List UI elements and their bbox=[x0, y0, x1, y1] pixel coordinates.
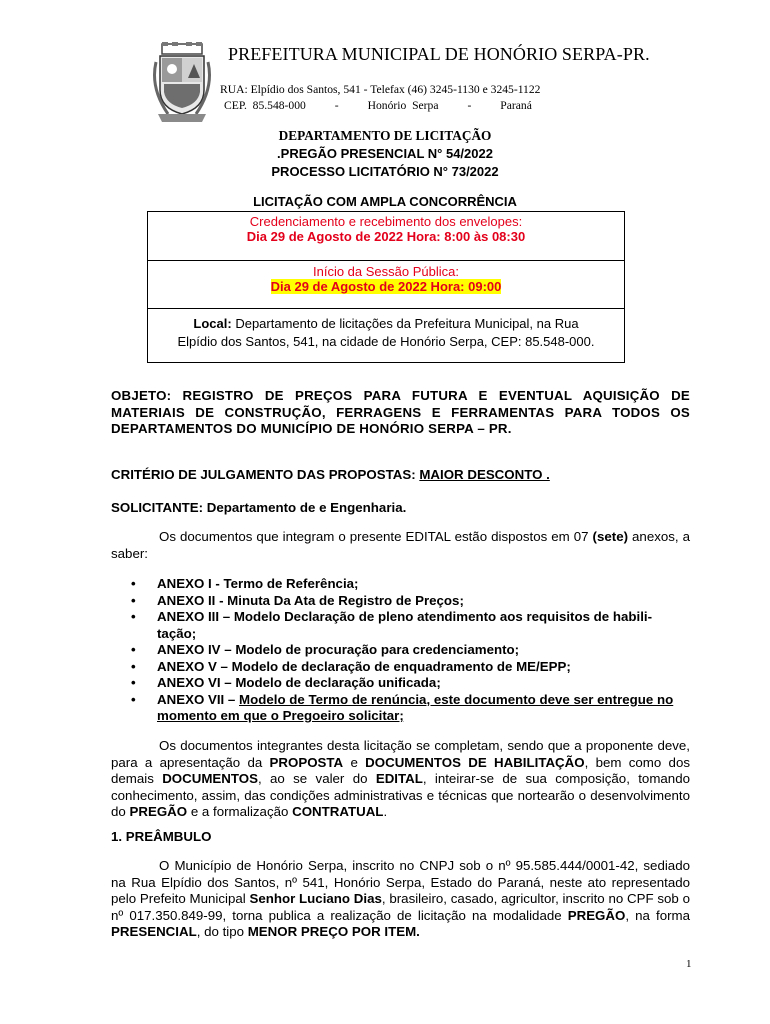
annex-label: ANEXO VII – bbox=[157, 691, 240, 707]
bold-run: PRESENCIAL bbox=[111, 924, 197, 939]
local-line-2: Elpídio dos Santos, 541, na cidade de Honório Serpa, CEP: 85.548-000. bbox=[177, 334, 595, 349]
page-number: 1 bbox=[686, 958, 692, 970]
annex-underlined-text: Modelo de Termo de renúncia, este documento deve ser entregue no momento em que o Pregoeiro solicitar; bbox=[157, 691, 674, 723]
text-run: , inteirar-se de sua composição, tomando conhecimento, assim, das condições administrativas e técnicas que nortearão o desenvolvimento do bbox=[111, 771, 690, 819]
bold-run: PREGÃO bbox=[129, 804, 188, 819]
municipal-coat-of-arms-icon bbox=[150, 42, 214, 124]
documents-text: Os documentos que integram o presente EDITAL estão dispostos em 07 bbox=[159, 529, 593, 544]
bold-run: EDITAL bbox=[375, 771, 423, 786]
session-date: Dia 29 de Agosto de 2022 Hora: 09:00 bbox=[270, 279, 502, 294]
list-item bbox=[111, 675, 690, 692]
bold-run: CONTRATUAL bbox=[292, 804, 384, 819]
text-run: Os documentos integrantes desta licitação se completam, sendo que a proponente deve, para a apresentação da bbox=[111, 738, 690, 770]
annex-label: ANEXO I - Termo de Referência; bbox=[157, 576, 359, 591]
bold-run: PROPOSTA bbox=[269, 754, 344, 770]
annex-label: ANEXO II - Minuta Da Ata de Registro de Preços; bbox=[157, 592, 464, 608]
annex-label: ANEXO IV – Modelo de procuração para credenciamento; bbox=[157, 642, 520, 657]
bold-run: Senhor Luciano Dias bbox=[249, 891, 382, 906]
local-label: Local: bbox=[193, 316, 232, 331]
credenciamento-label: Credenciamento e recebimento dos envelopes: bbox=[249, 214, 523, 229]
text-run: , bem como dos demais bbox=[111, 754, 690, 786]
objeto-paragraph: OBJETO: REGISTRO DE PREÇOS PARA FUTURA E EVENTUAL AQUISIÇÃO DE MATERIAIS DE CONSTRUÇÃO, FERRAGENS E FERRAMENTAS PARA TODOS OS DEPARTAMENTOS DO MUNICÍPIO DE HONÓRIO SERPA – PR. bbox=[111, 388, 690, 436]
bullet-icon: • bbox=[131, 658, 136, 674]
bullet-icon: • bbox=[131, 675, 136, 690]
text-run: e a formalização bbox=[187, 804, 293, 819]
text-run: , do tipo bbox=[196, 924, 248, 939]
text-run: , ao se valer do bbox=[258, 771, 376, 786]
bold-run: DOCUMENTOS bbox=[162, 771, 258, 786]
cep-line: CEP. 85.548-000 - Honório Serpa - Paraná bbox=[224, 99, 532, 112]
list-item bbox=[111, 692, 690, 725]
bold-run: DOCUMENTOS DE HABILITAÇÃO bbox=[365, 754, 585, 770]
preambulo-heading: 1. PREÂMBULO bbox=[111, 829, 212, 844]
documents-end: anexos, a saber: bbox=[111, 529, 690, 561]
address-line: RUA: Elpídio dos Santos, 541 - Telefax (46) 3245-1130 e 3245-1122 bbox=[220, 83, 541, 96]
session-cell bbox=[148, 261, 624, 309]
municipality-title: PREFEITURA MUNICIPAL DE HONÓRIO SERPA-PR. bbox=[228, 44, 650, 64]
bullet-icon: • bbox=[131, 691, 136, 707]
list-item bbox=[111, 642, 690, 659]
criterio-label: CRITÉRIO DE JULGAMENTO DAS PROPOSTAS: bbox=[111, 467, 420, 482]
list-item bbox=[111, 659, 690, 676]
pregao-heading: .PREGÃO PRESENCIAL N° 54/2022 bbox=[277, 146, 493, 161]
credenciamento-date: Dia 29 de Agosto de 2022 Hora: 8:00 às 08:30 bbox=[246, 229, 526, 244]
annex-label: ANEXO III – Modelo Declaração de pleno atendimento aos requisitos de habili-tação; bbox=[157, 609, 653, 641]
documents-count: (sete) bbox=[592, 529, 629, 544]
solicitante-paragraph: SOLICITANTE: Departamento de e Engenharia. bbox=[111, 500, 407, 515]
list-item bbox=[111, 609, 690, 642]
criterio-value: MAIOR DESCONTO . bbox=[419, 467, 550, 482]
list-item bbox=[111, 576, 690, 593]
text-run: , brasileiro, casado, agricultor, inscrito no CPF sob o nº 017.350.849-99, torna publica a realização de licitação na modalidade bbox=[111, 891, 690, 923]
annex-list bbox=[111, 576, 690, 725]
licitacao-heading: LICITAÇÃO COM AMPLA CONCORRÊNCIA bbox=[253, 194, 517, 209]
session-label: Início da Sessão Pública: bbox=[313, 264, 459, 279]
department-heading: DEPARTAMENTO DE LICITAÇÃO bbox=[278, 128, 492, 143]
bold-run: MENOR PREÇO POR ITEM. bbox=[247, 924, 420, 939]
bullet-icon: • bbox=[131, 642, 136, 657]
documents-paragraph bbox=[111, 529, 690, 562]
text-run: . bbox=[383, 804, 388, 819]
municipio-paragraph bbox=[111, 858, 690, 941]
text-run: , na forma bbox=[625, 907, 690, 923]
bullet-icon: • bbox=[131, 609, 136, 624]
bullet-icon: • bbox=[131, 576, 136, 591]
local-line-1: Departamento de licitações da Prefeitura Municipal, na Rua bbox=[231, 316, 579, 331]
credenciamento-cell bbox=[148, 212, 624, 261]
text-run: O Município de Honório Serpa, inscrito no CNPJ sob o nº 95.585.444/0001-42, sediado na Rua Elpídio dos Santos, nº 541, Honório Serpa, Estado do Paraná, neste ato representado pelo Prefeito Municipal bbox=[111, 858, 690, 906]
bold-run: PREGÃO bbox=[567, 907, 626, 923]
integrantes-paragraph bbox=[111, 738, 690, 821]
annex-label: ANEXO VI – Modelo de declaração unificada; bbox=[157, 675, 441, 690]
text-run: e bbox=[343, 754, 366, 770]
bullet-icon: • bbox=[131, 592, 136, 608]
criterio-paragraph bbox=[111, 467, 690, 484]
processo-heading: PROCESSO LICITATÓRIO N° 73/2022 bbox=[271, 164, 499, 179]
annex-label: ANEXO V – Modelo de declaração de enquadramento de ME/EPP; bbox=[157, 658, 571, 674]
local-cell bbox=[148, 309, 624, 362]
list-item bbox=[111, 593, 690, 610]
schedule-box bbox=[147, 211, 625, 363]
